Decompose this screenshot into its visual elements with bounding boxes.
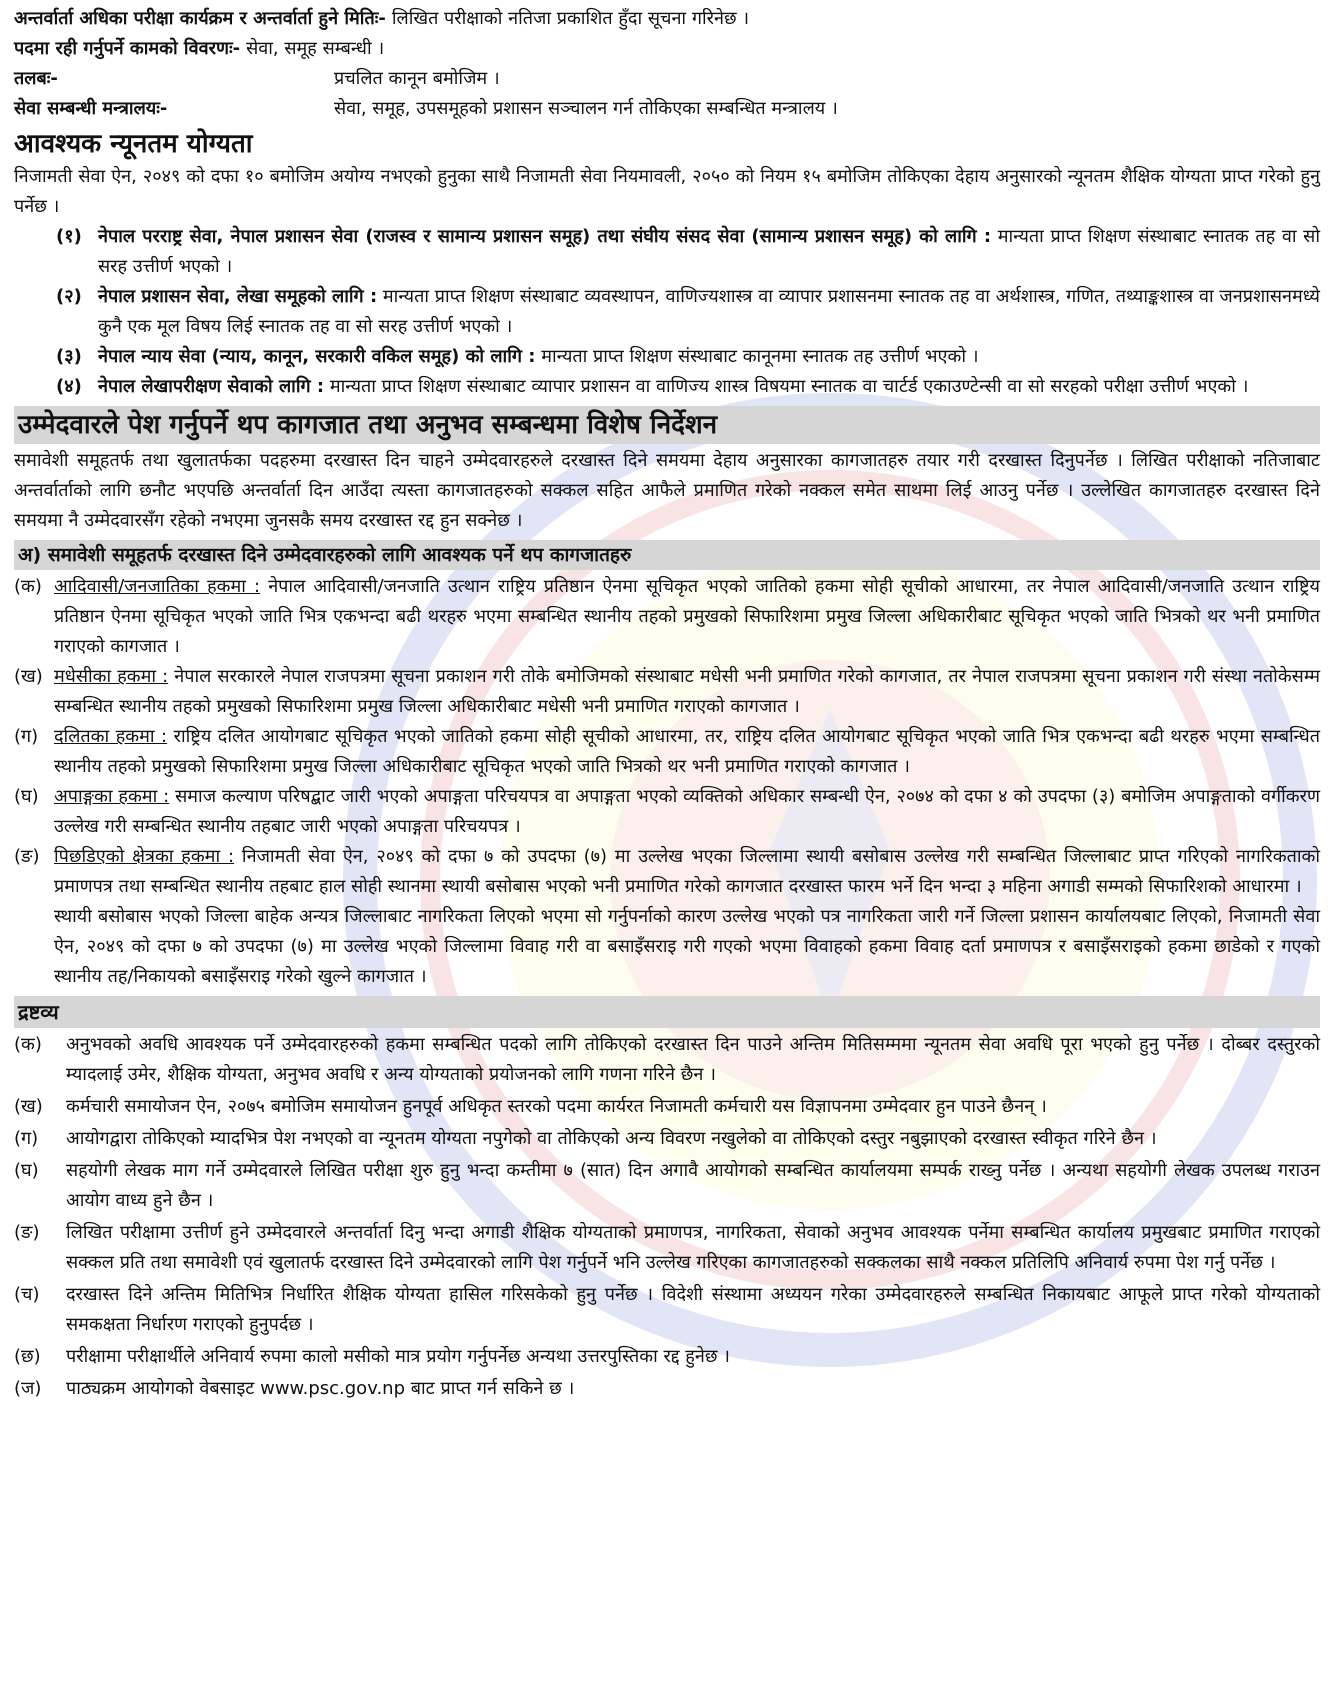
qualification-number: (४) (56, 376, 82, 397)
note-item (14, 1030, 1320, 1090)
qualification-requirement: मान्यता प्राप्त शिक्षण संस्थाबाट व्यापार प्रशासन वा वाणिज्य शास्त्र विषयमा स्नातक वा चार्टर्ड एकाउण्टेन्सी वा सो सरहको परीक्षा उत्तीर्ण भएको । (329, 376, 1249, 397)
ministry-label: सेवा सम्बन्धी मन्त्रालयः- (14, 98, 168, 119)
note-item (14, 1374, 1320, 1404)
document-requirement: नेपाल आदिवासी/जनजाति उत्थान राष्ट्रिय प्रतिष्ठान ऐनमा सूचिकृत भएको जातिको हकमा सोही सूचीको आधारमा, तर नेपाल आदिवासी/जनजाति उत्थान राष्ट्रिय प्रतिष्ठान ऐनमा सूचिकृत भएको जाति भित्र एकभन्दा बढी थरहरु भएमा सम्बन्धित स्थानीय तहको प्रमुखको सिफारिशमा प्रमुख जिल्ला अधिकारीबाट सूचिकृत भएको जाति भित्रको थर भनी प्रमाणित गराएको कागजात । (54, 576, 1320, 657)
work-label: पदमा रही गर्नुपर्ने कामको विवरणः- (14, 38, 241, 59)
document-item (14, 722, 1320, 782)
note-text: दरखास्त दिने अन्तिम मितिभित्र निर्धारित शैक्षिक योग्यता हासिल गरिसकेको हुनु पर्नेछ । विदेशी संस्थामा अध्ययन गरेका उम्मेदवारहरुले सम्बन्धित निकायबाट आफूले प्राप्त गरेको योग्यताको समकक्षता निर्धारण गराएको हुनुपर्दछ । (66, 1284, 1320, 1335)
psc-notice-page (14, 4, 1320, 1404)
note-number: (ग) (14, 1128, 39, 1149)
document-category: पिछडिएको क्षेत्रका हकमा : (54, 846, 235, 867)
note-number: (ख) (14, 1096, 43, 1117)
document-number: (घ) (14, 786, 39, 807)
qualification-requirement: मान्यता प्राप्त शिक्षण संस्थाबाट स्नातक तह वा सो सरह उत्तीर्ण भएको । (98, 226, 1320, 277)
note-item (14, 1280, 1320, 1340)
document-category: आदिवासी/जनजातिका हकमा : (54, 576, 261, 597)
document-item (14, 662, 1320, 722)
note-text: कर्मचारी समायोजन ऐन, २०७५ बमोजिम समायोजन हुनपूर्व अधिकृत स्तरको पदमा कार्यरत निजामती कर्मचारी यस विज्ञापनमा उम्मेदवार हुन पाउने छैनन् । (66, 1096, 1047, 1117)
document-requirement: समाज कल्याण परिषद्बाट जारी भएको अपाङ्गता परिचयपत्र वा अपाङ्गता भएको व्यक्तिको अधिकार सम्बन्धी ऐन, २०७४ को दफा ४ को उपदफा (३) बमोजिम अपाङ्गताको वर्गीकरण उल्लेख गरी सम्बन्धित स्थानीय तहबाट जारी भएको अपाङ्गता परिचयपत्र । (54, 786, 1320, 837)
qualification-requirement: मान्यता प्राप्त शिक्षण संस्थाबाट व्यवस्थापन, वाणिज्यशास्त्र वा व्यापार प्रशासनमा स्नातक तह वा अर्थशास्त्र, गणित, तथ्याङ्कशास्त्र वा जनप्रशासनमध्ये कुनै एक मूल विषय लिई स्नातक तह वा सो सरह उत्तीर्ण भएको । (98, 286, 1320, 337)
inclusive-documents-subheading: अ) समावेशी समूहतर्फ दरखास्त दिने उम्मेदवारहरुको लागि आवश्यक पर्ने थप कागजातहरु (14, 540, 1320, 570)
note-item (14, 1342, 1320, 1372)
qualification-number: (२) (56, 286, 82, 307)
document-requirement: नेपाल सरकारले नेपाल राजपत्रमा सूचना प्रकाशन गरी तोके बमोजिमको संस्थाबाट मधेसी भनी प्रमाणित गरेको कागजात, तर नेपाल राजपत्रमा सूचना प्रकाशन गरी संस्था नतोकेसम्म सम्बन्धित स्थानीय तहको प्रमुखको सिफारिशमा प्रमुख जिल्ला अधिकारीबाट मधेसी भनी प्रमाणित गराएको कागजात । (54, 666, 1320, 717)
note-item (14, 1218, 1320, 1278)
note-text: अनुभवको अवधि आवश्यक पर्ने उम्मेदवारहरुको हकमा सम्बन्धित पदको लागि तोकिएको दरखास्त दिन पाउने अन्तिम मितिसम्ममा न्यूनतम सेवा अवधि पूरा भएको हुनु पर्नेछ । दोब्बर दस्तुरको म्यादलाई उमेर, शैक्षिक योग्यता, अनुभव अवधि र अन्य योग्यताको प्रयोजनको लागि गणना गरिने छैन । (66, 1034, 1320, 1085)
note-text: आयोगद्वारा तोकिएको म्यादभित्र पेश नभएको वा न्यूनतम योग्यता नपुगेको वा तोकिएको अन्य विवरण नखुलेको वा तोकिएको दस्तुर नबुझाएको दरखास्त स्वीकृत गरिने छैन । (66, 1128, 1157, 1149)
qualification-intro: निजामती सेवा ऐन, २०४९ को दफा १० बमोजिम अयोग्य नभएको हुनुका साथै निजामती सेवा नियमावली, २०५० को नियम १५ बमोजिम तोकिएका देहाय अनुसारको न्यूनतम शैक्षिक योग्यता प्राप्त गरेको हुनु पर्नेछ । (14, 166, 1320, 217)
qualification-service: नेपाल लेखापरीक्षण सेवाको लागि : (98, 376, 325, 397)
document-category: अपाङ्गका हकमा : (54, 786, 170, 807)
documents-heading: उम्मेदवारले पेश गर्नुपर्ने थप कागजात तथा अनुभव सम्बन्धमा विशेष निर्देशन (14, 406, 1320, 444)
document-item (14, 782, 1320, 842)
note-item (14, 1124, 1320, 1154)
note-number: (क) (14, 1034, 42, 1055)
qualification-service: नेपाल परराष्ट्र सेवा, नेपाल प्रशासन सेवा (राजस्व र सामान्य प्रशासन समूह) तथा संघीय संसद सेवा (सामान्य प्रशासन समूह) को लागि : (98, 226, 992, 247)
salary-value: प्रचलित कानून बमोजिम । (334, 68, 500, 89)
document-number: (ख) (14, 666, 43, 687)
document-requirement: राष्ट्रिय दलित आयोगबाट सूचिकृत भएको जातिको हकमा सोही सूचीको आधारमा, तर, राष्ट्रिय दलित आयोगबाट सूचिकृत भएको जाति भित्र एकभन्दा बढी थरहरु भएमा सम्बन्धित स्थानीय तहको प्रमुखको सिफारिशमा प्रमुख जिल्ला अधिकारीबाट सूचिकृत भएको जाति भित्रको थर भनी प्रमाणित गराएको कागजात । (54, 726, 1320, 777)
document-category: दलितका हकमा : (54, 726, 168, 747)
interview-value: लिखित परीक्षाको नतिजा प्रकाशित हुँदा सूचना गरिनेछ । (391, 8, 750, 29)
interview-label: अन्तर्वार्ता अधिका परीक्षा कार्यक्रम र अन्तर्वार्ता हुने मितिः- (14, 8, 386, 29)
document-category: मधेसीका हकमा : (54, 666, 169, 687)
note-text: पाठ्यक्रम आयोगको वेबसाइट www.psc.gov.np बाट प्राप्त गर्न सकिने छ । (66, 1378, 575, 1399)
qualification-item (56, 342, 1320, 372)
document-item (14, 572, 1320, 662)
qualification-requirement: मान्यता प्राप्त शिक्षण संस्थाबाट कानूनमा स्नातक तह उत्तीर्ण भएको । (541, 346, 979, 367)
document-number: (क) (14, 576, 42, 597)
qualification-heading: आवश्यक न्यूनतम योग्यता (14, 129, 253, 159)
ministry-value: सेवा, समूह, उपसमूहको प्रशासन सञ्चालन गर्न तोकिएका सम्बन्धित मन्त्रालय । (334, 98, 838, 119)
documents-intro: समावेशी समूहतर्फ तथा खुलातर्फका पदहरुमा दरखास्त दिन चाहने उम्मेदवारहरुले दरखास्त दिने समयमा देहाय अनुसारका कागजातहरु तयार गरी दरखास्त दिनुपर्नेछ । लिखित परीक्षाको नतिजाबाट अन्तर्वार्ताको लागि छनौट भएपछि अन्तर्वार्ता दिन आउँदा त्यस्ता कागजातहरुको सक्कल सहित आफैले प्रमाणित गरेको नक्कल समेत साथमा लिई आउनु पर्नेछ । उल्लेखित कागजातहरु दरखास्त दिने समयमा नै उम्मेदवारसँग रहेको नभएमा जुनसकै समय दरखास्त रद्द हुन सक्नेछ । (14, 450, 1320, 531)
document-number: (ङ) (14, 846, 40, 867)
work-description-row (14, 34, 1320, 64)
qualification-item (56, 372, 1320, 402)
note-text: लिखित परीक्षामा उत्तीर्ण हुने उम्मेदवारले अन्तर्वार्ता दिनु भन्दा अगाडी शैक्षिक योग्यताको प्रमाणपत्र, नागरिकता, सेवाको अनुभव आवश्यक पर्नेमा सम्बन्धित कार्यालय प्रमुखबाट प्रमाणित गराएको सक्कल प्रति तथा समावेशी एवं खुलातर्फ दरखास्त दिने उम्मेदवारको लागि पेश गर्नुपर्ने भनि उल्लेख गरिएका कागजातहरुको सक्कलका साथै नक्कल प्रतिलिपि अनिवार्य रुपमा पेश गर्नु पर्नेछ । (66, 1222, 1320, 1273)
note-item (14, 1092, 1320, 1122)
note-number: (छ) (14, 1346, 41, 1367)
note-number: (घ) (14, 1160, 39, 1181)
qualification-item (56, 282, 1320, 342)
note-number: (ज) (14, 1378, 42, 1399)
qualification-number: (१) (56, 226, 82, 247)
ministry-row (14, 94, 1320, 124)
work-value: सेवा, समूह सम्बन्धी । (246, 38, 385, 59)
document-requirement: निजामती सेवा ऐन, २०४९ को दफा ७ को उपदफा (७) मा उल्लेख भएका जिल्लामा स्थायी बसोबास उल्लेख गरी सम्बन्धित जिल्लाबाट प्राप्त गरिएको नागरिकताको प्रमाणपत्र तथा सम्बन्धित स्थानीय तहबाट हाल सोही स्थानमा स्थायी बसोबास भएको भनी प्रमाणित गरेको कागजात दरखास्त फारम भर्ने दिन भन्दा ३ महिना अगाडी सम्मको सिफारिशको आधारमा । (54, 846, 1320, 897)
qualification-service: नेपाल प्रशासन सेवा, लेखा समूहको लागि : (98, 286, 378, 307)
note-text: परीक्षामा परीक्षार्थीले अनिवार्य रुपमा कालो मसीको मात्र प्रयोग गर्नुपर्नेछ अन्यथा उत्तरपुस्तिका रद्द हुनेछ । (66, 1346, 730, 1367)
notes-heading: द्रष्टव्य (14, 996, 1320, 1028)
salary-row (14, 64, 1320, 94)
document-item (14, 842, 1320, 992)
qualification-item (56, 222, 1320, 282)
document-number: (ग) (14, 726, 39, 747)
document-requirement-extra: स्थायी बसोबास भएको जिल्ला बाहेक अन्यत्र जिल्लाबाट नागरिकता लिएको भएमा सो गर्नुपर्नाको कारण उल्लेख भएको पत्र नागरिकता जारी गर्ने जिल्ला प्रशासन कार्यालयबाट लिएको, निजामती सेवा ऐन, २०४९ को दफा ७ को उपदफा (७) मा उल्लेख भएको जिल्लामा विवाह गरी वा बसाइँसराइ गरी गएको भएमा विवाहको हकमा विवाह दर्ता प्रमाणपत्र र बसाइँसराइको हकमा छाडेको र गएको स्थानीय तह/निकायको बसाइँसराइ गरेको खुल्ने कागजात । (54, 906, 1320, 987)
note-item (14, 1156, 1320, 1216)
interview-date-row (14, 4, 1320, 34)
salary-label: तलबः- (14, 68, 58, 89)
note-number: (ङ) (14, 1222, 40, 1243)
note-number: (च) (14, 1284, 40, 1305)
note-text: सहयोगी लेखक माग गर्ने उम्मेदवारले लिखित परीक्षा शुरु हुनु भन्दा कम्तीमा ७ (सात) दिन अगावै आयोगको सम्बन्धित कार्यालयमा सम्पर्क राख्नु पर्नेछ । अन्यथा सहयोगी लेखक उपलब्ध गराउन आयोग वाध्य हुने छैन । (66, 1160, 1320, 1211)
qualification-number: (३) (56, 346, 82, 367)
qualification-service: नेपाल न्याय सेवा (न्याय, कानून, सरकारी वकिल समूह) को लागि : (98, 346, 536, 367)
